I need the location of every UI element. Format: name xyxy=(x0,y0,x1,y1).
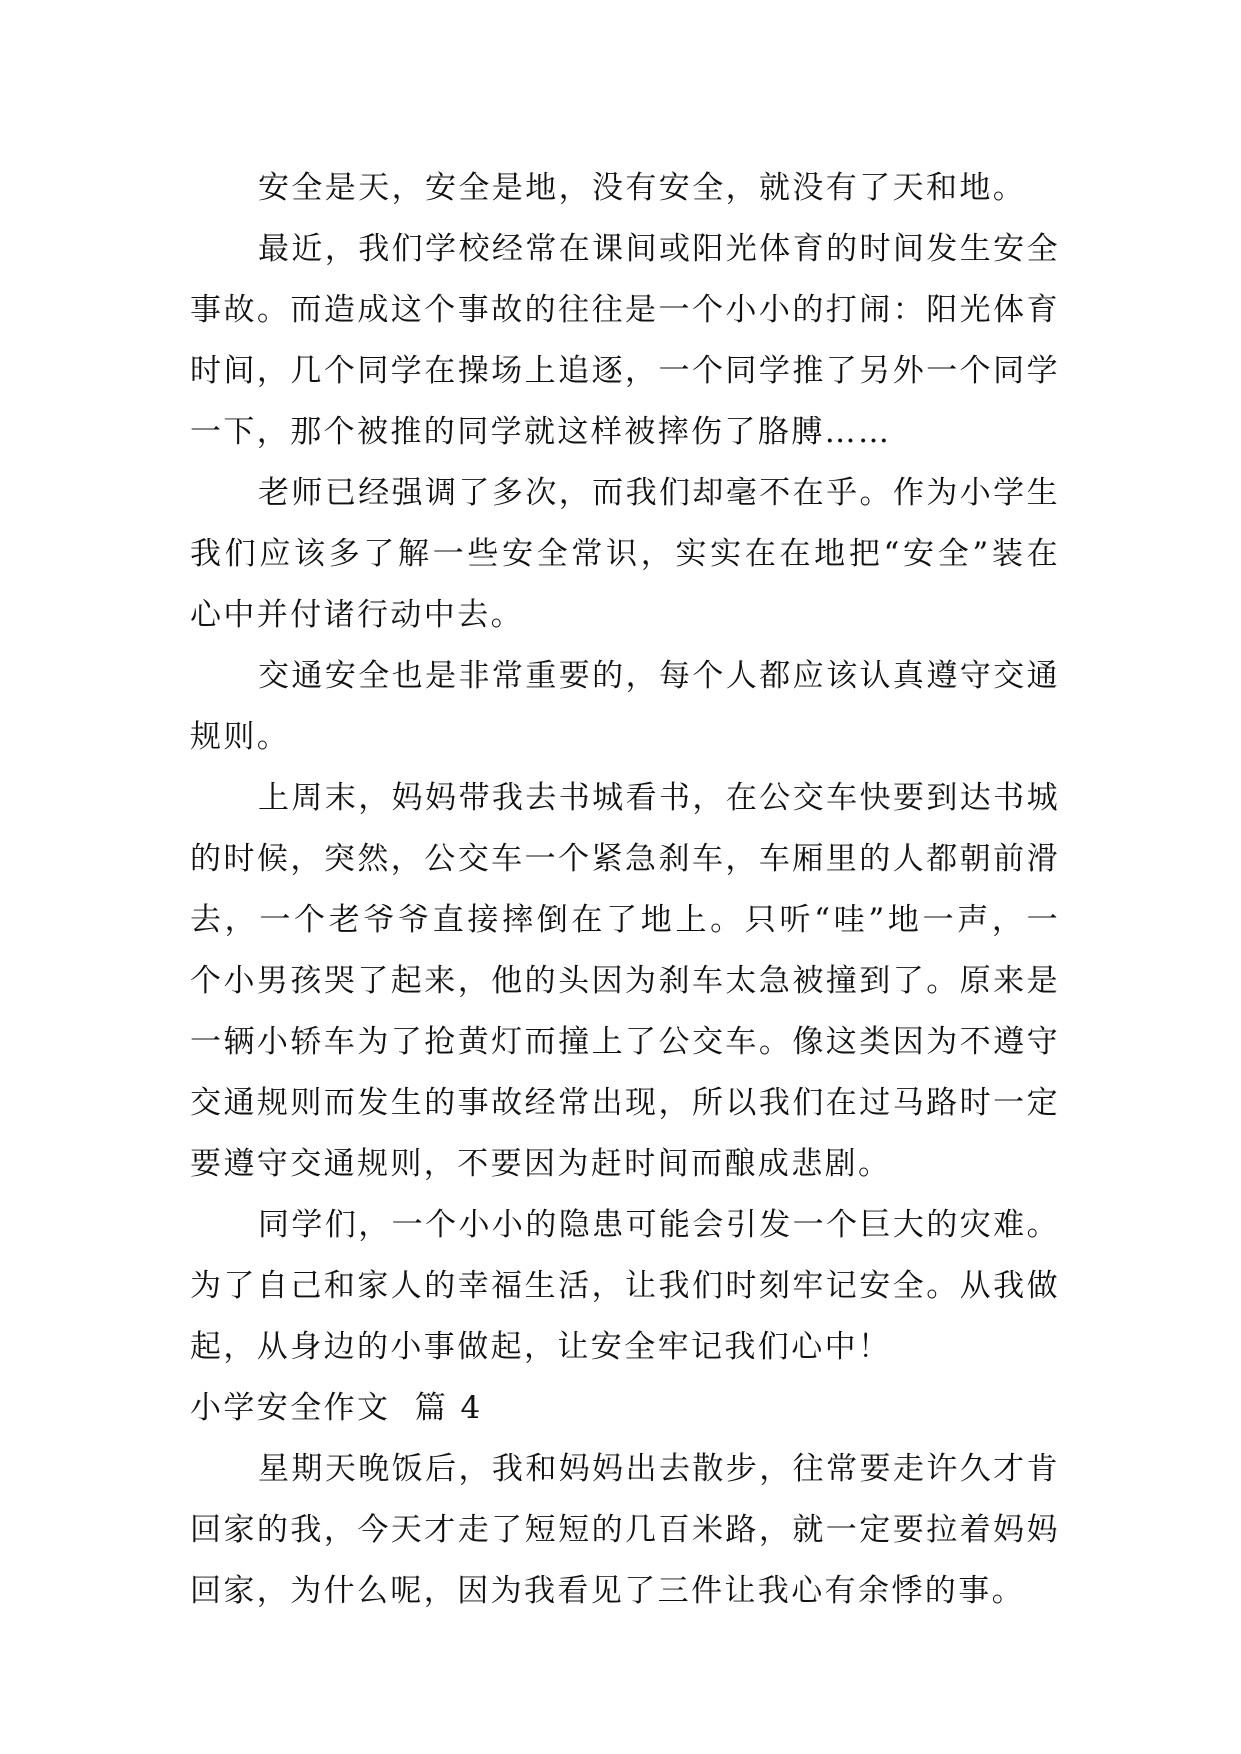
paragraph-5: 上周末，妈妈带我去书城看书，在公交车快要到达书城的时候，突然，公交车一个紧急刹车，车厢里的人都朝前滑去，一个老爷爷直接摔倒在了地上。只听“哇”地一声，一个小男孩哭了起来，他的头因为刹车太急被撞到了。原来是一辆小轿车为了抢黄灯而撞上了公交车。像这类因为不遵守交通规则而发生的事故经常出现，所以我们在过马路时一定要遵守交通规则，不要因为赶时间而酿成悲剧。 xyxy=(190,780,1060,1182)
paragraph-7: 星期天晚饭后，我和妈妈出去散步，往常要走许久才肯回家的我，今天才走了短短的几百米路，就一定要拉着妈妈回家，为什么呢，因为我看见了三件让我心有余悸的事。 xyxy=(190,1451,1060,1609)
paragraph-1: 安全是天，安全是地，没有安全，就没有了天和地。 xyxy=(258,170,1027,206)
paragraph-3: 老师已经强调了多次，而我们却毫不在乎。作为小学生我们应该多了解一些安全常识，实实在在地把“安全”装在心中并付诸行动中去。 xyxy=(190,475,1060,633)
paragraph-4: 交通安全也是非常重要的，每个人都应该认真遵守交通规则。 xyxy=(190,658,1060,755)
section-heading: 小学安全作文 篇 4 xyxy=(190,1390,483,1426)
paragraph-2: 最近，我们学校经常在课间或阳光体育的时间发生安全事故。而造成这个事故的往往是一个小小的打闹：阳光体育时间，几个同学在操场上追逐，一个同学推了另外一个同学一下，那个被推的同学就这样被摔伤了胳膊…… xyxy=(190,231,1060,450)
document-page xyxy=(190,158,1060,1622)
paragraph-6: 同学们，一个小小的隐患可能会引发一个巨大的灾难。为了自己和家人的幸福生活，让我们时刻牢记安全。从我做起，从身边的小事做起，让安全牢记我们心中！ xyxy=(190,1207,1060,1365)
